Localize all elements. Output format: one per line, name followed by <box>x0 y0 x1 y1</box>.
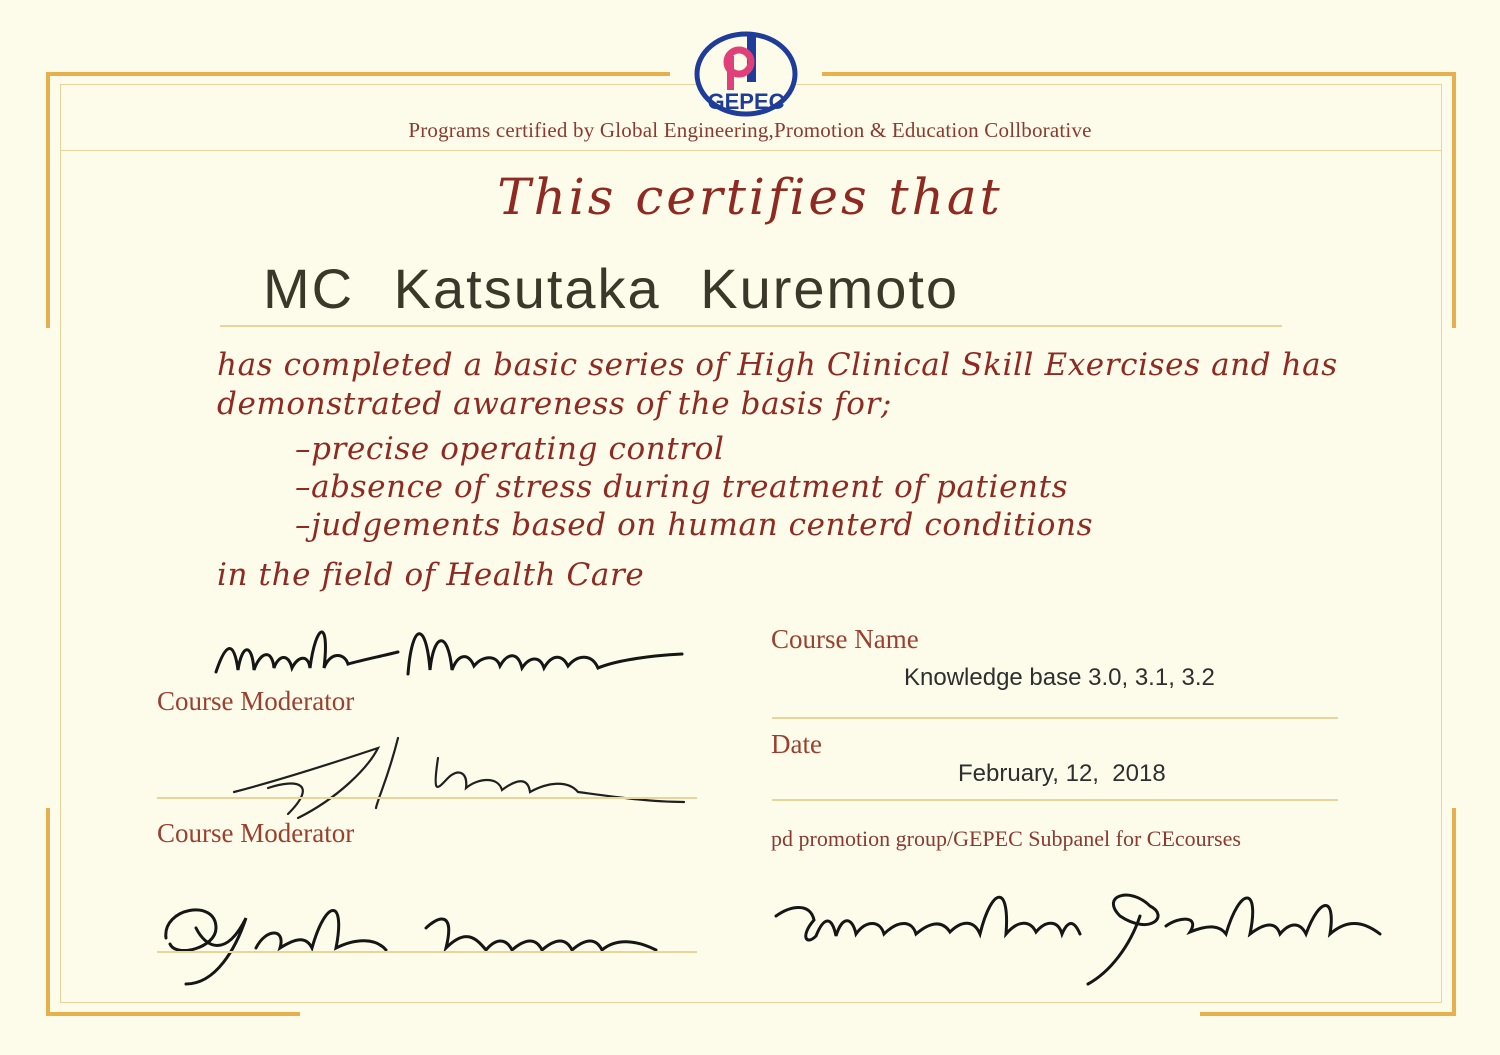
frame-top-right <box>822 72 1456 76</box>
skill-item: –precise operating control <box>295 431 725 467</box>
skill-item: –judgements based on human centerd conditions <box>295 507 1094 543</box>
frame-right-bottom <box>1452 808 1456 1016</box>
gepec-logo <box>690 26 802 118</box>
moderator-role: Course Moderator <box>157 818 355 848</box>
name-underline <box>220 325 1282 327</box>
issuer-signature <box>770 876 1390 986</box>
skill-item: –absence of stress during treatment of patients <box>295 469 1069 505</box>
issuer-line: pd promotion group/GEPEC Subpanel for CEcourses <box>771 826 1241 851</box>
statement-line-2: demonstrated awareness of the basis for; <box>217 386 892 422</box>
moderator-role: Course Moderator <box>157 686 355 716</box>
date-value: February, 12, 2018 <box>958 760 1166 787</box>
moderator-signature-2 <box>228 718 688 828</box>
course-name-label: Course Name <box>771 624 919 654</box>
program-line: Programs certified by Global Engineering,Promotion & Education Collborative <box>408 118 1092 142</box>
certificate-title: This certifies that <box>497 168 1003 226</box>
moderator-signature-3 <box>156 888 676 988</box>
frame-bottom-left <box>46 1012 300 1016</box>
course-name-value: Knowledge base 3.0, 3.1, 3.2 <box>904 664 1215 691</box>
moderator-signature-1 <box>212 612 692 692</box>
frame-left-bottom <box>46 808 50 1016</box>
frame-inner-bottom <box>60 1002 1442 1003</box>
statement-line-1: has completed a basic series of High Clinical Skill Exercises and has <box>217 347 1338 383</box>
date-label: Date <box>771 729 822 759</box>
field-line: in the field of Health Care <box>217 557 645 593</box>
logo-text: GEPEC <box>707 89 785 114</box>
date-underline <box>772 799 1338 801</box>
header-separator <box>60 150 1442 151</box>
recipient-name: MC Katsutaka Kuremoto <box>263 257 960 320</box>
frame-bottom-right <box>1200 1012 1456 1016</box>
frame-top-left <box>46 72 670 76</box>
signature-line-2 <box>157 797 697 799</box>
signature-line-3 <box>157 951 697 953</box>
course-name-underline <box>772 717 1338 719</box>
